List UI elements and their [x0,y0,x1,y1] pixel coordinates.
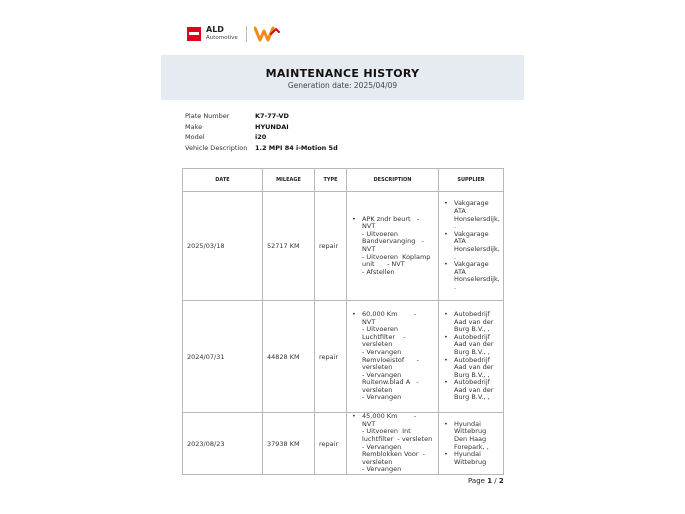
vehicle-row [185,144,338,155]
list-item [443,311,499,334]
list-item-line: Aad van der [454,363,494,372]
plate-value: K7-77-VD [255,112,289,120]
page-separator: / [494,477,497,485]
list-item-line: • Hyundai [454,419,481,428]
bullet-list [351,311,434,402]
list-item-line: versleten [362,385,393,394]
total-pages: 2 [498,477,504,485]
model-label: Model [185,133,205,141]
bullet-list [443,311,499,402]
supplier-cell [439,413,504,475]
list-item-line: - Uitvoeren [362,325,398,334]
list-item-line: - Vervangen [362,442,402,451]
list-item-line: unit - NVT [362,260,405,269]
header-banner [161,55,524,100]
list-item-line: - Uitvoeren Koplamp [362,252,431,261]
vehicle-row [185,112,338,123]
list-item-line: • Vakgarage [454,229,489,238]
list-item-line: ATA [454,267,466,276]
list-item-line: . [454,222,457,231]
list-item-line: Aad van der [454,340,494,349]
page-label: Page [468,477,485,485]
list-item-line: - Vervangen [362,370,402,379]
list-item [351,413,434,474]
list-item-line: NVT [362,245,376,253]
mileage-cell: 52717 KM [263,192,315,301]
date-cell: 2025/03/18 [183,192,263,301]
list-item-line: Honselersdijk, [454,245,500,253]
list-item-line: • 60,000 Km - [362,309,417,318]
list-item-line: • Hyundai [454,450,481,459]
list-item-line: • Vakgarage [454,199,489,208]
list-item-line: Burg B.V., , [454,370,490,379]
list-item-line: . [454,252,457,261]
date-cell: 2023/08/23 [183,413,263,475]
col-mileage: MILEAGE [263,169,315,192]
mileage-cell: 44828 KM [263,301,315,413]
logo-area [187,24,280,44]
list-item-line: • Autobedrijf [454,355,490,364]
list-item [443,261,499,291]
type-cell: repair [315,413,347,475]
make-value: HYUNDAI [255,122,289,131]
bullet-list [351,216,434,277]
make-label: Make [185,122,203,131]
col-description: DESCRIPTION [347,169,439,192]
model-value: i20 [255,133,267,141]
list-item [351,216,434,277]
list-item-line: NVT [362,222,376,231]
list-item-line: Burg B.V., , [454,347,490,356]
vehicle-info [185,112,338,154]
list-item-line: - Afstellen [362,267,395,276]
list-item [443,451,499,466]
list-item-line: - Uitvoeren Int [362,427,411,436]
ald-wordmark [206,26,238,42]
generation-date: Generation date: 2025/04/09 [287,81,398,90]
list-item-line: Ruitenw.blad A - [362,378,419,387]
type-cell: repair [315,192,347,301]
list-item-line: Honselersdijk, [454,214,500,223]
list-item-line: - Vervangen [362,465,402,474]
description-value: 1.2 MPI 84 i-Motion 5d [255,143,338,152]
list-item-line: NVT [362,419,376,428]
list-item-line: Den Haag [454,434,487,443]
list-item-line: Bandvervanging - [362,237,424,246]
list-item-line: - Vervangen [362,347,402,356]
maintenance-table [182,168,504,475]
list-item [443,231,499,261]
description-cell [347,301,439,413]
list-item-line: • Autobedrijf [454,309,490,318]
list-item-line: Burg B.V., , [454,325,490,334]
list-item [443,379,499,402]
date-cell: 2024/07/31 [183,301,263,413]
list-item-line: Burg B.V., , [454,393,490,402]
list-item-line: - Vervangen [362,393,402,402]
logo-divider [246,26,247,42]
bullet-list [443,421,499,467]
list-item-line: • APK zndr beurt - [362,214,420,223]
bullet-list [443,200,499,291]
bullet-list [351,413,434,474]
list-item-line: Remvloeistof - [362,355,419,364]
table-header-row [183,169,504,192]
list-item-line: • Autobedrijf [454,332,490,341]
table-row [183,413,504,475]
list-item-line: - Uitvoeren [362,229,398,238]
ald-name: ALD [206,25,224,34]
list-item-line: • 45,000 Km - [362,412,417,421]
table-row [183,192,504,301]
list-item-line: Aad van der [454,385,494,394]
list-item-line: Honselersdijk, [454,275,500,284]
vehicle-row [185,133,338,144]
list-item-line: Remblokken Voor - [362,450,425,459]
supplier-cell [439,192,504,301]
list-item-line: . [454,282,457,291]
list-item [443,334,499,357]
vehicle-row [185,123,338,134]
description-cell [347,192,439,301]
list-item [443,200,499,230]
list-item-line: luchtfilter - versleten [362,434,433,443]
plate-label: Plate Number [185,112,230,120]
supplier-cell [439,301,504,413]
description-cell [347,413,439,475]
list-item-line: versleten [362,363,393,372]
table-row [183,301,504,413]
description-label: Vehicle Description [185,143,248,152]
list-item-line: versleten [362,340,393,349]
list-item-line: • Autobedrijf [454,378,490,387]
list-item [443,421,499,451]
list-item [443,357,499,380]
list-item-line: • Vakgarage [454,260,489,269]
col-date: DATE [183,169,263,192]
mileage-cell: 37938 KM [263,413,315,475]
list-item-line: Forepark, , [454,442,489,451]
partner-w-logo-icon [254,26,280,42]
list-item-line: Aad van der [454,317,494,326]
list-item-line: ATA [454,207,466,216]
ald-logo-icon [187,27,201,41]
list-item-line: NVT [362,317,376,326]
list-item-line: Wittebrug [454,457,487,466]
list-item-line: ATA [454,237,466,246]
page-indicator [468,477,504,485]
current-page: 1 [487,477,493,485]
list-item-line: versleten [362,457,393,466]
page-title: MAINTENANCE HISTORY [265,67,420,80]
list-item-line: Luchtfilter - [362,332,406,341]
list-item-line: Wittebrug [454,427,487,436]
type-cell: repair [315,301,347,413]
col-type: TYPE [315,169,347,192]
ald-subtitle: Automotive [206,35,238,41]
list-item [351,311,434,402]
col-supplier: SUPPLIER [439,169,504,192]
